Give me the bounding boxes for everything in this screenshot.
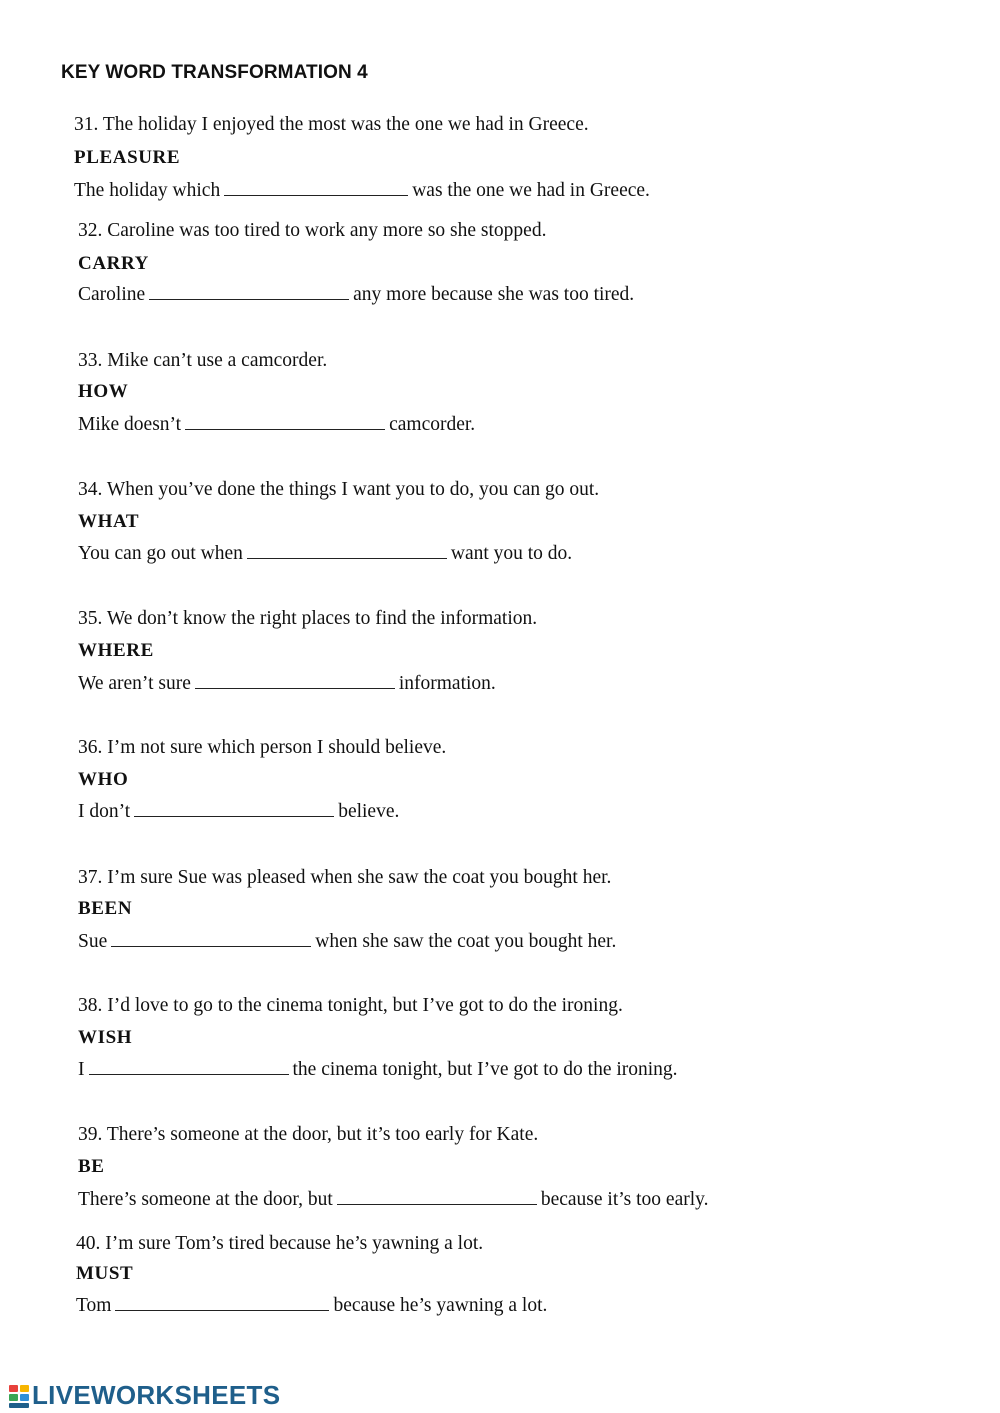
- sentence-end: because it’s too early.: [540, 1189, 709, 1210]
- sentence-end: information.: [398, 673, 496, 694]
- answer-blank[interactable]: [111, 931, 311, 947]
- answer-blank[interactable]: [337, 1189, 537, 1205]
- key-word: WHAT: [78, 511, 140, 532]
- sentence-end: was the one we had in Greece.: [412, 180, 650, 201]
- answer-sentence: [74, 180, 650, 202]
- answer-sentence: [78, 673, 496, 695]
- sentence-end: want you to do.: [450, 543, 573, 564]
- answer-sentence: [78, 284, 634, 306]
- key-word: WHERE: [78, 640, 154, 661]
- answer-blank[interactable]: [247, 543, 447, 559]
- answer-blank[interactable]: [115, 1295, 329, 1311]
- question-prompt: 38. I’d love to go to the cinema tonight, but I’ve got to do the ironing.: [78, 995, 623, 1016]
- footer-brand-text: LIVEWORKSHEETS: [32, 1380, 281, 1410]
- answer-sentence: [78, 801, 399, 823]
- worksheet-title: KEY WORD TRANSFORMATION 4: [61, 62, 368, 83]
- question-prompt: 32. Caroline was too tired to work any more so she stopped.: [78, 220, 547, 241]
- answer-blank[interactable]: [224, 180, 408, 196]
- answer-blank[interactable]: [89, 1059, 289, 1075]
- question-prompt: 33. Mike can’t use a camcorder.: [78, 350, 328, 371]
- sentence-start: The holiday which: [74, 180, 221, 201]
- answer-sentence: [76, 1295, 547, 1317]
- answer-blank[interactable]: [149, 284, 349, 300]
- question-prompt: 39. There’s someone at the door, but it’s too early for Kate.: [78, 1124, 539, 1145]
- footer-brand[interactable]: [8, 1380, 280, 1411]
- liveworksheets-logo-icon: [8, 1383, 30, 1409]
- answer-sentence: [78, 543, 572, 565]
- answer-blank[interactable]: [134, 801, 334, 817]
- answer-blank[interactable]: [185, 414, 385, 430]
- sentence-start: We aren’t sure: [78, 673, 191, 694]
- sentence-start: There’s someone at the door, but: [78, 1189, 333, 1210]
- sentence-start: Sue: [78, 931, 108, 952]
- key-word: PLEASURE: [74, 147, 181, 168]
- sentence-end: believe.: [338, 801, 400, 822]
- sentence-start: Tom: [76, 1295, 112, 1316]
- key-word: BEEN: [78, 898, 133, 919]
- sentence-end: the cinema tonight, but I’ve got to do the ironing.: [292, 1059, 678, 1080]
- key-word: BE: [78, 1156, 105, 1177]
- sentence-start: Mike doesn’t: [78, 414, 182, 435]
- sentence-end: camcorder.: [389, 414, 476, 435]
- answer-sentence: [78, 931, 616, 953]
- question-prompt: 36. I’m not sure which person I should believe.: [78, 737, 447, 758]
- sentence-end: because he’s yawning a lot.: [333, 1295, 548, 1316]
- key-word: HOW: [78, 381, 129, 402]
- answer-sentence: [78, 414, 475, 436]
- sentence-end: when she saw the coat you bought her.: [315, 931, 617, 952]
- question-prompt: 37. I’m sure Sue was pleased when she saw the coat you bought her.: [78, 867, 612, 888]
- question-prompt: 31. The holiday I enjoyed the most was the one we had in Greece.: [74, 114, 589, 135]
- answer-blank[interactable]: [195, 673, 395, 689]
- sentence-end: any more because she was too tired.: [353, 284, 635, 305]
- sentence-start: Caroline: [78, 284, 146, 305]
- sentence-start: I: [78, 1059, 85, 1080]
- question-prompt: 40. I’m sure Tom’s tired because he’s yawning a lot.: [76, 1233, 484, 1254]
- answer-sentence: [78, 1189, 709, 1211]
- sentence-start: You can go out when: [78, 543, 243, 564]
- question-prompt: 34. When you’ve done the things I want you to do, you can go out.: [78, 479, 600, 500]
- answer-sentence: [78, 1059, 678, 1081]
- question-prompt: 35. We don’t know the right places to find the information.: [78, 608, 538, 629]
- key-word: MUST: [76, 1263, 134, 1284]
- key-word: WISH: [78, 1027, 133, 1048]
- key-word: WHO: [78, 769, 129, 790]
- sentence-start: I don’t: [78, 801, 131, 822]
- key-word: CARRY: [78, 253, 149, 274]
